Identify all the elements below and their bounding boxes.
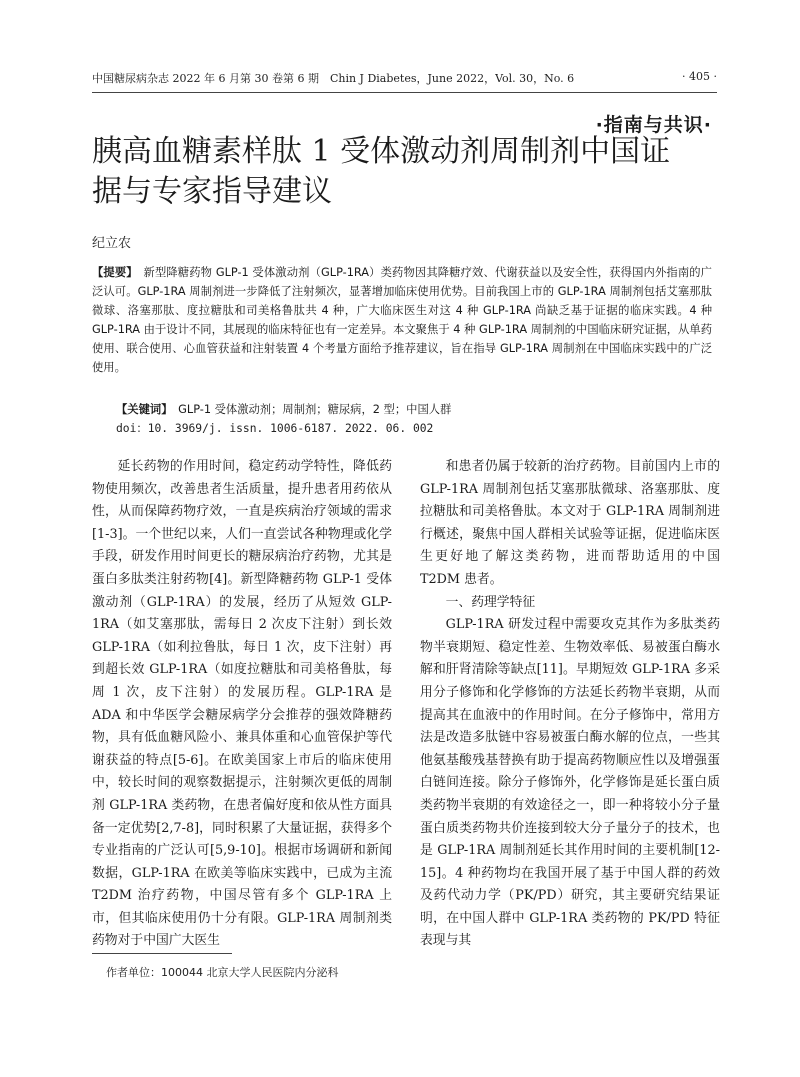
body-column-right [420,456,720,953]
body-paragraph: 和患者仍属于较新的治疗药物。目前国内上市的 GLP-1RA 周制剂包括艾塞那肽微球、洛塞那肽、度拉糖肽和司美格鲁肽。本文对于 GLP-1RA 周制剂进行概述，聚焦中国人群相关试验等证据，促进临床医生更好地了解这类药物，进而帮助适用的中国 T2DM 患者。 [420,459,720,587]
running-header [92,70,717,93]
article-title: 胰高血糖素样肽 1 受体激动剂周制剂中国证据与专家指导建议 [92,134,671,209]
author-affiliation: 作者单位：100044 北京大学人民医院内分泌科 [106,966,339,979]
body-paragraph: GLP-1RA 研发过程中需要攻克其作为多肽类药物半衰期短、稳定性差、生物效率低、易被蛋白酶水解和肝肾清除等缺点[11]。早期短效 GLP-1RA 多采用分子修饰和化学修饰的方法延长药物半衰期，从而提高其在血液中的作用时间。在分子修饰中，常用方法是改造多肽链中容易被蛋白酶水解的位点，一些其他氨基酸残基替换有助于提高药物顺应性以及增强蛋白链间连接。除分子修饰外，化学修饰是延长蛋白质类药物半衰期的有效途径之一，即一种将较小分子量蛋白质类药物共价连接到较大分子量分子的技术，也是 GLP-1RA 周制剂延长其作用时间的主要机制[12-15]。4 种药物均在我国开展了基于中国人群的药效及药代动力学（PK/PD）研究，其主要研究结果证明，在中国人群中 GLP-1RA 类药物的 PK/PD 特征表现与其 [420,617,720,949]
keywords-text: GLP-1 受体激动剂；周制剂；糖尿病，2 型；中国人群 [178,403,452,416]
abstract-label: 【提要】 [92,266,133,279]
abstract-text: 新型降糖药物 GLP-1 受体激动剂（GLP-1RA）类药物因其降糖疗效、代谢获益以及安全性，获得国内外指南的广泛认可。GLP-1RA 周制剂进一步降低了注射频次，显著增加临床使用优势。目前我国上市的 GLP-1RA 周制剂包括艾塞那肽微球、洛塞那肽、度拉糖肽和司美格鲁肽共 4 种，广大临床医生对这 4 种 GLP-1RA 尚缺乏基于证据的临床实践。4 种 GLP-1RA 由于设计不同，其展现的临床特征也有一定差异。本文聚焦于 4 种 GLP-1RA 周制剂的中国临床研究证据，从单药使用、联合使用、心血管获益和注射装置 4 个考量方面给予推荐建议，旨在指导 GLP-1RA 周制剂在中国临床实践中的广泛使用。 [92,266,712,374]
page-number: · 405 · [682,70,717,83]
body-column-left [92,456,392,953]
body-paragraph: 延长药物的作用时间，稳定药动学特性，降低药物使用频次，改善患者生活质量，提升患者用药依从性，从而保障药物疗效，一直是疾病治疗领域的需求[1-3]。一个世纪以来，人们一直尝试各种物理或化学手段，研发作用时间更长的糖尿病治疗药物，尤其是蛋白多肽类注射药物[4]。新型降糖药物 GLP-1 受体激动剂（GLP-1RA）的发展，经历了从短效 GLP-1RA（如艾塞那肽，需每日 2 次皮下注射）到长效 GLP-1RA（如利拉鲁肽，每日 1 次，皮下注射）再到超长效 GLP-1RA（如度拉糖肽和司美格鲁肽，每周 1 次，皮下注射）的发展历程。GLP-1RA 是 ADA 和中华医学会糖尿病学分会推荐的强效降糖药物，具有低血糖风险小、兼具体重和心血管保护等代谢获益的特点[5-6]。在欧美国家上市后的临床使用中，较长时间的观察数据提示，注射频次更低的周制剂 GLP-1RA 类药物，在患者偏好度和依从性方面具备一定优势[2,7-8]，同时积累了大量证据，获得多个专业指南的广泛认可[5,9-10]。根据市场调研和新闻数据，GLP-1RA 在欧美等临床实践中，已成为主流 T2DM 治疗药物，中国尽管有多个 GLP-1RA 上市，但其临床使用仍十分有限。GLP-1RA 周制剂类药物对于中国广大医生 [92,459,392,949]
journal-info: 中国糖尿病杂志 2022 年 6 月第 30 卷第 6 期 Chin J Diabetes，June 2022，Vol. 30，No. 6 [92,72,575,85]
footnote-rule [92,953,232,954]
keywords [116,401,716,417]
abstract [92,263,712,377]
author-name: 纪立农 [92,236,132,251]
column-label: ·指南与共识· [595,114,712,136]
keywords-label: 【关键词】 [116,403,167,416]
section-heading: 一、药理学特征 [445,594,536,610]
doi: doi：10. 3969/j. issn. 1006-6187. 2022. 06. 002 [116,422,434,435]
